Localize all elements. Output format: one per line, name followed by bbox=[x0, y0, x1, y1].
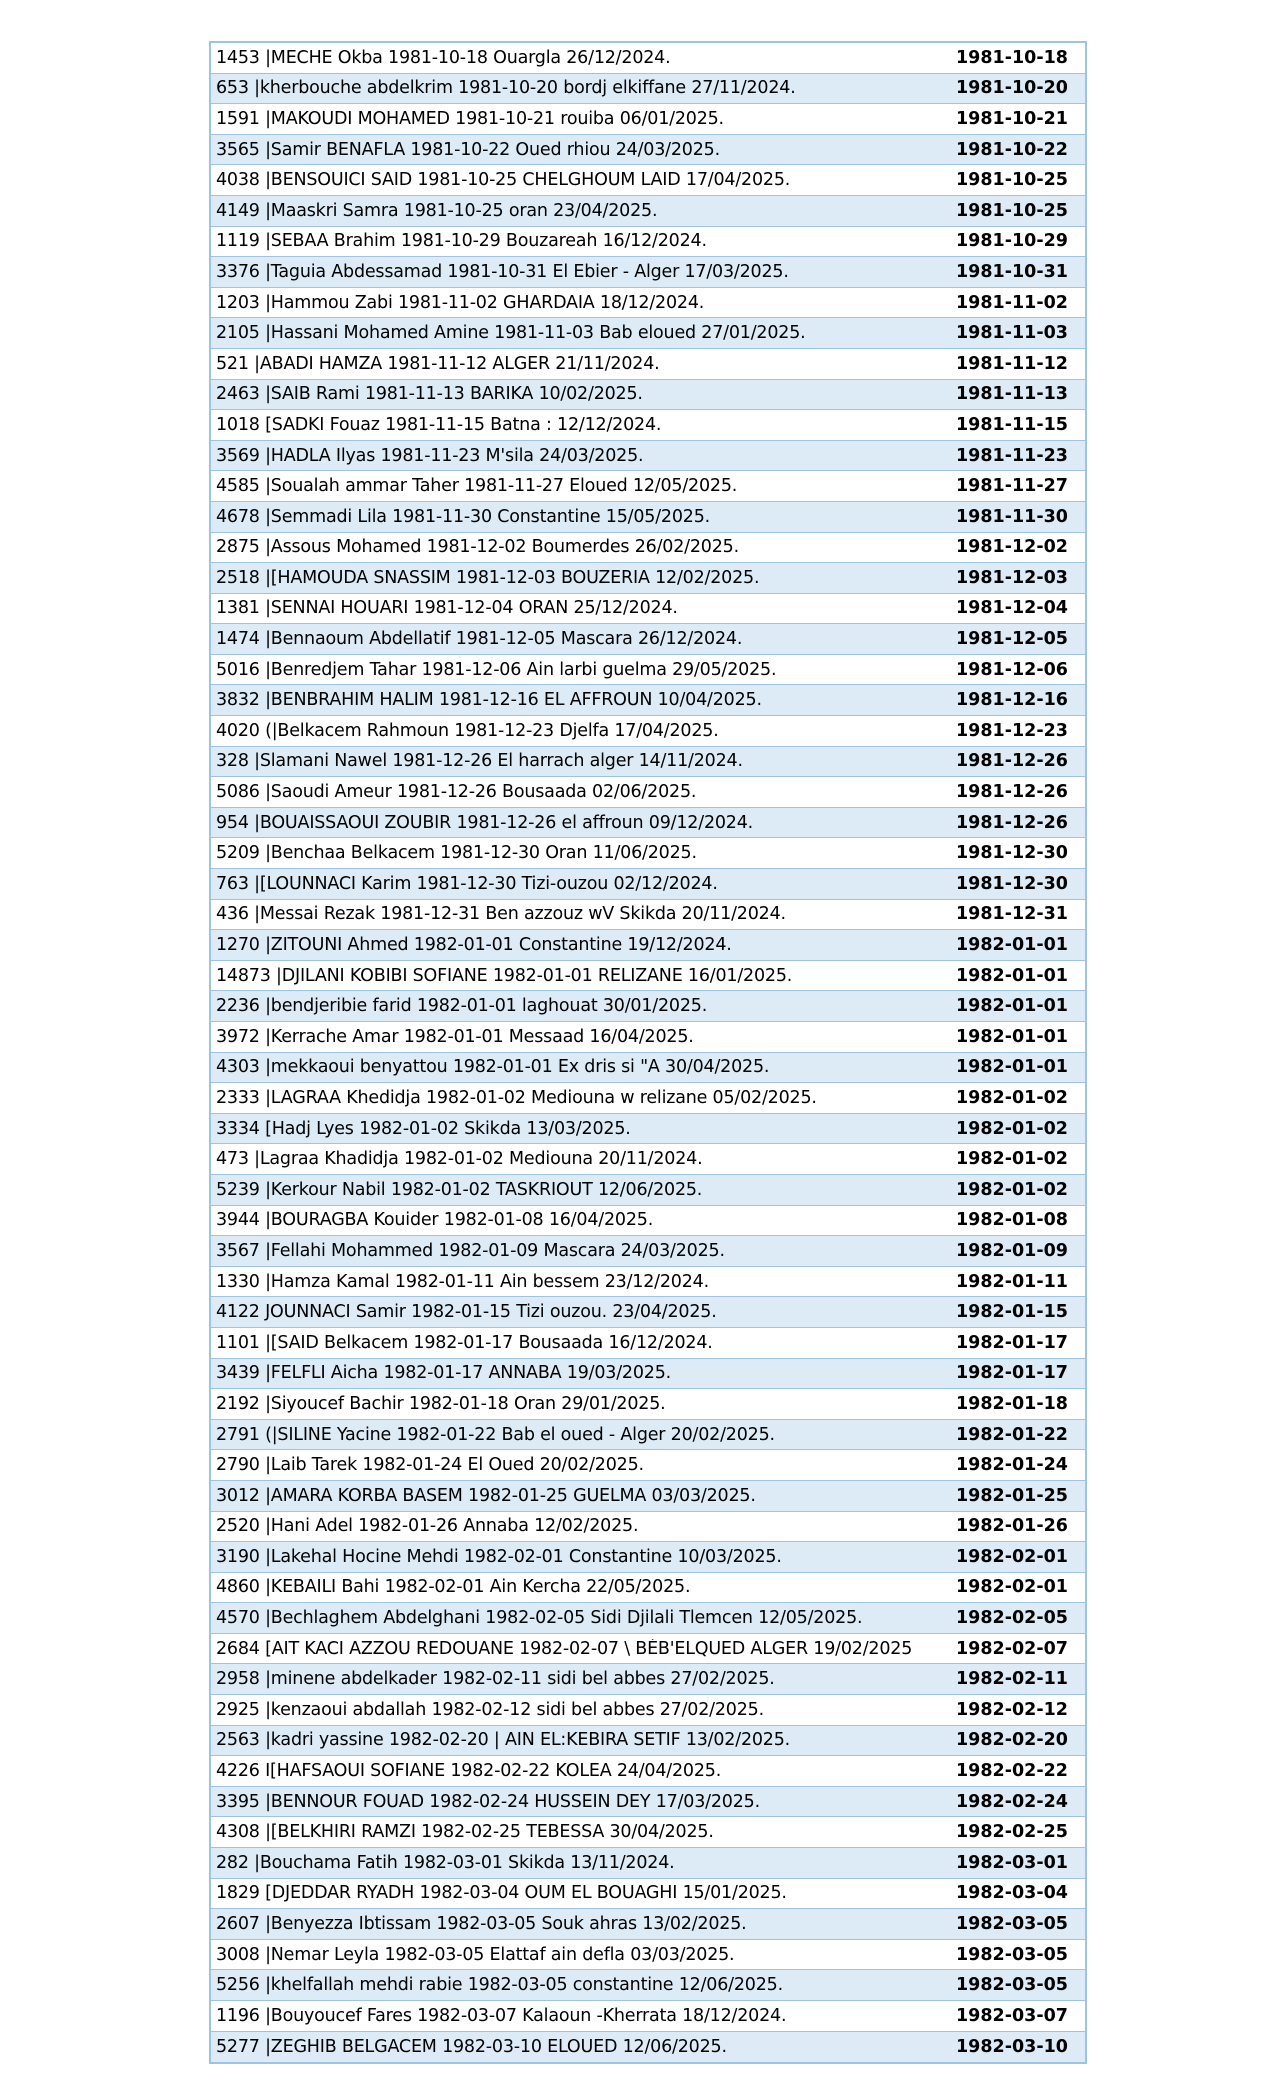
row-birth-date: 1982-01-11 bbox=[956, 1271, 1068, 1292]
row-entry-text: 473 |Lagraa Khadidja 1982-01-02 Mediouna 20/11/2024. bbox=[216, 1149, 703, 1170]
table-row bbox=[209, 1695, 1087, 1726]
row-entry-text: 763 |[LOUNNACI Karim 1981-12-30 Tizi-ouzou 02/12/2024. bbox=[216, 873, 718, 894]
table-row bbox=[209, 380, 1087, 411]
row-entry-text: 521 |ABADI HAMZA 1981-11-12 ALGER 21/11/2024. bbox=[216, 353, 660, 374]
row-birth-date: 1982-03-10 bbox=[956, 2036, 1068, 2057]
table-row bbox=[209, 471, 1087, 502]
table-row bbox=[209, 1603, 1087, 1634]
row-entry-text: 2791 (|SILINE Yacine 1982-01-22 Bab el oued - Alger 20/02/2025. bbox=[216, 1424, 775, 1445]
row-birth-date: 1982-01-01 bbox=[956, 1026, 1068, 1047]
row-entry-text: 1270 |ZITOUNI Ahmed 1982-01-01 Constantine 19/12/2024. bbox=[216, 935, 732, 956]
row-entry-text: 4038 |BENSOUICI SAID 1981-10-25 CHELGHOUM LAID 17/04/2025. bbox=[216, 170, 791, 191]
row-birth-date: 1981-12-26 bbox=[956, 782, 1068, 803]
row-entry-text: 328 |Slamani Nawel 1981-12-26 El harrach alger 14/11/2024. bbox=[216, 751, 743, 772]
row-entry-text: 1119 |SEBAA Brahim 1981-10-29 Bouzareah 16/12/2024. bbox=[216, 231, 707, 252]
row-entry-text: 4122 JOUNNACI Samir 1982-01-15 Tizi ouzou. 23/04/2025. bbox=[216, 1302, 717, 1323]
row-entry-text: 2790 |Laib Tarek 1982-01-24 El Oued 20/02/2025. bbox=[216, 1455, 644, 1476]
row-entry-text: 3832 |BENBRAHIM HALIM 1981-12-16 EL AFFROUN 10/04/2025. bbox=[216, 690, 762, 711]
row-birth-date: 1982-01-24 bbox=[956, 1455, 1068, 1476]
row-birth-date: 1981-10-18 bbox=[956, 47, 1068, 68]
row-birth-date: 1981-10-31 bbox=[956, 261, 1068, 282]
row-entry-text: 1591 |MAKOUDI MOHAMED 1981-10-21 rouiba 06/01/2025. bbox=[216, 108, 724, 129]
table-row bbox=[209, 838, 1087, 869]
table-row bbox=[209, 1083, 1087, 1114]
row-birth-date: 1982-01-01 bbox=[956, 935, 1068, 956]
table-row bbox=[209, 257, 1087, 288]
table-row bbox=[209, 1787, 1087, 1818]
row-entry-text: 4678 |Semmadi Lila 1981-11-30 Constantine 15/05/2025. bbox=[216, 506, 711, 527]
table-row bbox=[209, 991, 1087, 1022]
row-entry-text: 2925 |kenzaoui abdallah 1982-02-12 sidi bel abbes 27/02/2025. bbox=[216, 1699, 764, 1720]
row-entry-text: 5239 |Kerkour Nabil 1982-01-02 TASKRIOUT 12/06/2025. bbox=[216, 1179, 703, 1200]
row-birth-date: 1981-12-02 bbox=[956, 537, 1068, 558]
table-row bbox=[209, 104, 1087, 135]
row-birth-date: 1981-10-20 bbox=[956, 78, 1068, 99]
row-birth-date: 1981-10-22 bbox=[956, 139, 1068, 160]
row-entry-text: 3395 |BENNOUR FOUAD 1982-02-24 HUSSEIN DEY 17/03/2025. bbox=[216, 1791, 760, 1812]
row-birth-date: 1982-01-01 bbox=[956, 965, 1068, 986]
table-row bbox=[209, 1267, 1087, 1298]
table-row bbox=[209, 135, 1087, 166]
row-entry-text: 1829 [DJEDDAR RYADH 1982-03-04 OUM EL BOUAGHI 15/01/2025. bbox=[216, 1883, 787, 1904]
row-birth-date: 1981-12-30 bbox=[956, 843, 1068, 864]
row-birth-date: 1981-12-23 bbox=[956, 720, 1068, 741]
table-row bbox=[209, 1634, 1087, 1665]
row-birth-date: 1982-01-01 bbox=[956, 996, 1068, 1017]
row-birth-date: 1982-01-02 bbox=[956, 1149, 1068, 1170]
row-entry-text: 1018 [SADKI Fouaz 1981-11-15 Batna : 12/12/2024. bbox=[216, 414, 662, 435]
row-birth-date: 1982-02-24 bbox=[956, 1791, 1068, 1812]
table-row bbox=[209, 1022, 1087, 1053]
table-row bbox=[209, 1726, 1087, 1757]
table-row bbox=[209, 1970, 1087, 2001]
row-entry-text: 1381 |SENNAI HOUARI 1981-12-04 ORAN 25/12/2024. bbox=[216, 598, 678, 619]
table-row bbox=[209, 43, 1087, 74]
row-birth-date: 1982-01-15 bbox=[956, 1302, 1068, 1323]
row-birth-date: 1981-11-03 bbox=[956, 323, 1068, 344]
row-birth-date: 1982-01-25 bbox=[956, 1485, 1068, 1506]
row-entry-text: 5256 |khelfallah mehdi rabie 1982-03-05 constantine 12/06/2025. bbox=[216, 1975, 783, 1996]
row-birth-date: 1981-12-03 bbox=[956, 567, 1068, 588]
table-row bbox=[209, 1114, 1087, 1145]
row-birth-date: 1982-02-01 bbox=[956, 1546, 1068, 1567]
row-entry-text: 2463 |SAIB Rami 1981-11-13 BARIKA 10/02/2025. bbox=[216, 384, 643, 405]
row-entry-text: 954 |BOUAISSAOUI ZOUBIR 1981-12-26 el affroun 09/12/2024. bbox=[216, 812, 754, 833]
table-row bbox=[209, 1236, 1087, 1267]
row-entry-text: 5209 |Benchaa Belkacem 1981-12-30 Oran 11/06/2025. bbox=[216, 843, 697, 864]
row-entry-text: 5016 |Benredjem Tahar 1981-12-06 Ain larbi guelma 29/05/2025. bbox=[216, 659, 777, 680]
row-entry-text: 4860 |KEBAILI Bahi 1982-02-01 Ain Kercha 22/05/2025. bbox=[216, 1577, 691, 1598]
table-row bbox=[209, 227, 1087, 258]
row-birth-date: 1982-02-25 bbox=[956, 1822, 1068, 1843]
row-entry-text: 4149 |Maaskri Samra 1981-10-25 oran 23/04/2025. bbox=[216, 200, 658, 221]
row-birth-date: 1982-03-04 bbox=[956, 1883, 1068, 1904]
row-birth-date: 1981-10-21 bbox=[956, 108, 1068, 129]
row-birth-date: 1982-02-12 bbox=[956, 1699, 1068, 1720]
table-row bbox=[209, 961, 1087, 992]
row-entry-text: 2958 |minene abdelkader 1982-02-11 sidi bel abbes 27/02/2025. bbox=[216, 1669, 775, 1690]
row-birth-date: 1981-11-12 bbox=[956, 353, 1068, 374]
table-row bbox=[209, 502, 1087, 533]
row-birth-date: 1982-02-22 bbox=[956, 1761, 1068, 1782]
row-birth-date: 1981-12-26 bbox=[956, 751, 1068, 772]
row-entry-text: 3567 |Fellahi Mohammed 1982-01-09 Mascara 24/03/2025. bbox=[216, 1240, 725, 1261]
row-birth-date: 1982-03-05 bbox=[956, 1975, 1068, 1996]
row-entry-text: 2607 |Benyezza Ibtissam 1982-03-05 Souk ahras 13/02/2025. bbox=[216, 1914, 747, 1935]
row-entry-text: 4570 |Bechlaghem Abdelghani 1982-02-05 Sidi Djilali Tlemcen 12/05/2025. bbox=[216, 1608, 863, 1629]
row-birth-date: 1982-03-01 bbox=[956, 1852, 1068, 1873]
table-row bbox=[209, 533, 1087, 564]
row-entry-text: 5086 |Saoudi Ameur 1981-12-26 Bousaada 02/06/2025. bbox=[216, 782, 697, 803]
table-row bbox=[209, 318, 1087, 349]
table-row bbox=[209, 1512, 1087, 1543]
row-entry-text: 2105 |Hassani Mohamed Amine 1981-11-03 Bab eloued 27/01/2025. bbox=[216, 323, 806, 344]
row-birth-date: 1981-11-13 bbox=[956, 384, 1068, 405]
row-entry-text: 2518 |[HAMOUDA SNASSIM 1981-12-03 BOUZERIA 12/02/2025. bbox=[216, 567, 760, 588]
row-entry-text: 1453 |MECHE Okba 1981-10-18 Ouargla 26/12/2024. bbox=[216, 47, 671, 68]
table-row bbox=[209, 441, 1087, 472]
table-row bbox=[209, 74, 1087, 105]
row-entry-text: 2520 |Hani Adel 1982-01-26 Annaba 12/02/2025. bbox=[216, 1516, 639, 1537]
row-birth-date: 1982-02-05 bbox=[956, 1608, 1068, 1629]
table-row bbox=[209, 930, 1087, 961]
table-row bbox=[209, 900, 1087, 931]
table-row bbox=[209, 1450, 1087, 1481]
table-row bbox=[209, 2032, 1087, 2063]
row-birth-date: 1981-12-05 bbox=[956, 629, 1068, 650]
row-birth-date: 1981-12-30 bbox=[956, 873, 1068, 894]
row-entry-text: 4585 |Soualah ammar Taher 1981-11-27 Eloued 12/05/2025. bbox=[216, 476, 738, 497]
row-birth-date: 1982-02-01 bbox=[956, 1577, 1068, 1598]
row-entry-text: 3190 |Lakehal Hocine Mehdi 1982-02-01 Constantine 10/03/2025. bbox=[216, 1546, 782, 1567]
row-entry-text: 436 |Messai Rezak 1981-12-31 Ben azzouz wV Skikda 20/11/2024. bbox=[216, 904, 786, 925]
row-birth-date: 1982-01-09 bbox=[956, 1240, 1068, 1261]
table-row bbox=[209, 1389, 1087, 1420]
table-row bbox=[209, 1756, 1087, 1787]
table-row bbox=[209, 1664, 1087, 1695]
row-entry-text: 4226 I[HAFSAOUI SOFIANE 1982-02-22 KOLEA 24/04/2025. bbox=[216, 1761, 722, 1782]
table-row bbox=[209, 196, 1087, 227]
table-row bbox=[209, 1328, 1087, 1359]
row-birth-date: 1982-02-11 bbox=[956, 1669, 1068, 1690]
table-row bbox=[209, 624, 1087, 655]
row-birth-date: 1982-03-07 bbox=[956, 2005, 1068, 2026]
row-entry-text: 2875 |Assous Mohamed 1981-12-02 Boumerdes 26/02/2025. bbox=[216, 537, 739, 558]
row-entry-text: 1196 |Bouyoucef Fares 1982-03-07 Kalaoun -Kherrata 18/12/2024. bbox=[216, 2005, 787, 2026]
row-entry-text: 1203 |Hammou Zabi 1981-11-02 GHARDAIA 18/12/2024. bbox=[216, 292, 705, 313]
table-row bbox=[209, 1542, 1087, 1573]
row-birth-date: 1981-11-02 bbox=[956, 292, 1068, 313]
records-table bbox=[209, 41, 1087, 2064]
row-entry-text: 653 |kherbouche abdelkrim 1981-10-20 bordj elkiffane 27/11/2024. bbox=[216, 78, 796, 99]
table-row bbox=[209, 1053, 1087, 1084]
row-entry-text: 2684 [AIT KACI AZZOU REDOUANE 1982-02-07 \ BÉB'ELQUED ALGER 19/02/2025 bbox=[216, 1638, 913, 1659]
table-row bbox=[209, 716, 1087, 747]
table-row bbox=[209, 1175, 1087, 1206]
table-row bbox=[209, 747, 1087, 778]
table-row bbox=[209, 410, 1087, 441]
row-birth-date: 1982-03-05 bbox=[956, 1914, 1068, 1935]
row-birth-date: 1982-02-07 bbox=[956, 1638, 1068, 1659]
row-birth-date: 1981-12-06 bbox=[956, 659, 1068, 680]
table-row bbox=[209, 869, 1087, 900]
table-row bbox=[209, 1297, 1087, 1328]
row-birth-date: 1981-12-04 bbox=[956, 598, 1068, 619]
row-birth-date: 1981-12-16 bbox=[956, 690, 1068, 711]
row-entry-text: 3944 |BOURAGBA Kouider 1982-01-08 16/04/2025. bbox=[216, 1210, 654, 1231]
table-row bbox=[209, 2001, 1087, 2032]
row-entry-text: 5277 |ZEGHIB BELGACEM 1982-03-10 ELOUED 12/06/2025. bbox=[216, 2036, 727, 2057]
row-entry-text: 3972 |Kerrache Amar 1982-01-01 Messaad 16/04/2025. bbox=[216, 1026, 694, 1047]
row-birth-date: 1982-01-17 bbox=[956, 1332, 1068, 1353]
table-row bbox=[209, 1420, 1087, 1451]
table-row bbox=[209, 685, 1087, 716]
row-birth-date: 1982-01-02 bbox=[956, 1179, 1068, 1200]
table-row bbox=[209, 1879, 1087, 1910]
row-entry-text: 4020 (|Belkacem Rahmoun 1981-12-23 Djelfa 17/04/2025. bbox=[216, 720, 719, 741]
row-birth-date: 1981-12-26 bbox=[956, 812, 1068, 833]
table-row bbox=[209, 655, 1087, 686]
table-row bbox=[209, 1848, 1087, 1879]
table-row bbox=[209, 563, 1087, 594]
row-birth-date: 1981-12-31 bbox=[956, 904, 1068, 925]
row-entry-text: 282 |Bouchama Fatih 1982-03-01 Skikda 13/11/2024. bbox=[216, 1852, 675, 1873]
row-entry-text: 2192 |Siyoucef Bachir 1982-01-18 Oran 29/01/2025. bbox=[216, 1393, 666, 1414]
row-birth-date: 1982-01-01 bbox=[956, 1057, 1068, 1078]
table-row bbox=[209, 1909, 1087, 1940]
row-entry-text: 2236 |bendjeribie farid 1982-01-01 laghouat 30/01/2025. bbox=[216, 996, 708, 1017]
table-row bbox=[209, 1940, 1087, 1971]
table-row bbox=[209, 288, 1087, 319]
row-birth-date: 1982-02-20 bbox=[956, 1730, 1068, 1751]
row-birth-date: 1982-01-22 bbox=[956, 1424, 1068, 1445]
row-entry-text: 3569 |HADLA Ilyas 1981-11-23 M'sila 24/03/2025. bbox=[216, 445, 644, 466]
row-birth-date: 1981-11-27 bbox=[956, 476, 1068, 497]
row-entry-text: 3565 |Samir BENAFLA 1981-10-22 Oued rhiou 24/03/2025. bbox=[216, 139, 720, 160]
row-birth-date: 1982-03-05 bbox=[956, 1944, 1068, 1965]
row-entry-text: 3439 |FELFLI Aicha 1982-01-17 ANNABA 19/03/2025. bbox=[216, 1363, 671, 1384]
table-row bbox=[209, 1481, 1087, 1512]
row-entry-text: 1330 |Hamza Kamal 1982-01-11 Ain bessem 23/12/2024. bbox=[216, 1271, 709, 1292]
table-row bbox=[209, 1206, 1087, 1237]
row-birth-date: 1982-01-02 bbox=[956, 1087, 1068, 1108]
row-birth-date: 1982-01-18 bbox=[956, 1393, 1068, 1414]
table-row bbox=[209, 808, 1087, 839]
row-birth-date: 1982-01-17 bbox=[956, 1363, 1068, 1384]
row-birth-date: 1982-01-08 bbox=[956, 1210, 1068, 1231]
row-entry-text: 3376 |Taguia Abdessamad 1981-10-31 El Ebier - Alger 17/03/2025. bbox=[216, 261, 789, 282]
row-entry-text: 14873 |DJILANI KOBIBI SOFIANE 1982-01-01 RELIZANE 16/01/2025. bbox=[216, 965, 793, 986]
row-birth-date: 1981-10-29 bbox=[956, 231, 1068, 252]
table-row bbox=[209, 1817, 1087, 1848]
row-entry-text: 2563 |kadri yassine 1982-02-20 | AIN EL:KEBIRA SETIF 13/02/2025. bbox=[216, 1730, 791, 1751]
row-birth-date: 1981-11-23 bbox=[956, 445, 1068, 466]
row-entry-text: 3012 |AMARA KORBA BASEM 1982-01-25 GUELMA 03/03/2025. bbox=[216, 1485, 756, 1506]
table-row bbox=[209, 594, 1087, 625]
table-row bbox=[209, 1144, 1087, 1175]
row-entry-text: 3334 [Hadj Lyes 1982-01-02 Skikda 13/03/2025. bbox=[216, 1118, 631, 1139]
row-entry-text: 4308 |[BELKHIRI RAMZI 1982-02-25 TEBESSA 30/04/2025. bbox=[216, 1822, 714, 1843]
row-birth-date: 1981-10-25 bbox=[956, 200, 1068, 221]
row-entry-text: 2333 |LAGRAA Khedidja 1982-01-02 Mediouna w relizane 05/02/2025. bbox=[216, 1087, 817, 1108]
table-row bbox=[209, 777, 1087, 808]
table-row bbox=[209, 1573, 1087, 1604]
row-birth-date: 1981-11-30 bbox=[956, 506, 1068, 527]
row-entry-text: 1101 |[SAID Belkacem 1982-01-17 Bousaada 16/12/2024. bbox=[216, 1332, 713, 1353]
row-birth-date: 1981-10-25 bbox=[956, 170, 1068, 191]
row-birth-date: 1982-01-02 bbox=[956, 1118, 1068, 1139]
table-row bbox=[209, 349, 1087, 380]
row-birth-date: 1982-01-26 bbox=[956, 1516, 1068, 1537]
row-entry-text: 4303 |mekkaoui benyattou 1982-01-01 Ex dris si "A 30/04/2025. bbox=[216, 1057, 770, 1078]
row-entry-text: 1474 |Bennaoum Abdellatif 1981-12-05 Mascara 26/12/2024. bbox=[216, 629, 743, 650]
row-birth-date: 1981-11-15 bbox=[956, 414, 1068, 435]
table-row bbox=[209, 165, 1087, 196]
table-row bbox=[209, 1359, 1087, 1390]
row-entry-text: 3008 |Nemar Leyla 1982-03-05 Elattaf ain defla 03/03/2025. bbox=[216, 1944, 735, 1965]
